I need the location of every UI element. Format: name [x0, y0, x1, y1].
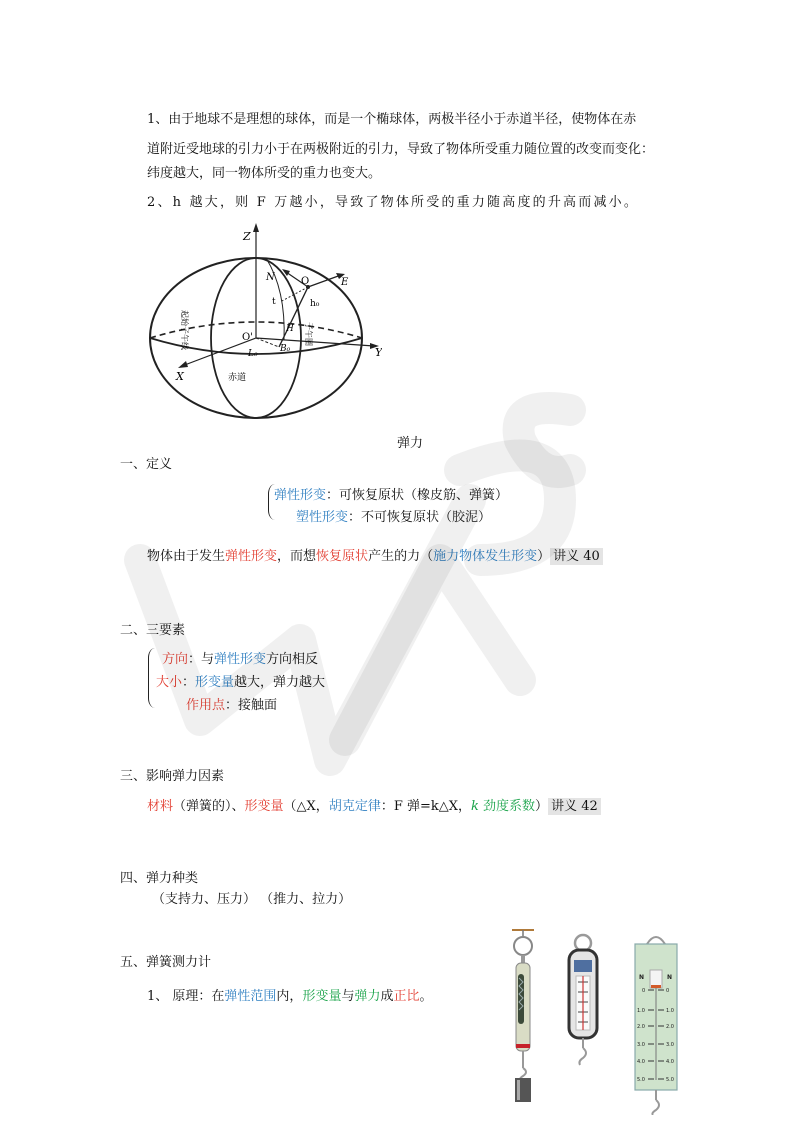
elastic-deformation-term: 弹性形变: [274, 488, 327, 503]
direction-term: 方向: [162, 652, 189, 667]
point-of-action-term: 作用点: [186, 698, 226, 713]
direction-text-a: ：与: [188, 652, 215, 667]
scale-tick-right-3: 3.0: [666, 1042, 674, 1048]
point-of-action-line: [186, 694, 277, 713]
def-text-a: 物体由于发生: [147, 549, 226, 564]
plastic-deformation-term: 塑性形变: [296, 510, 349, 525]
longitude-l0-label: L₀: [248, 349, 258, 359]
magnitude-deformation-term: 形变量: [195, 675, 235, 690]
three-elements-brace: [148, 648, 155, 708]
factors-line: [147, 795, 601, 814]
elastic-deformation-desc: ：可恢复原状（橡皮筋、弹簧）: [326, 488, 509, 503]
lecture-ref-42: 讲义 42: [548, 798, 601, 815]
height-h-label: H: [286, 324, 294, 334]
section-1-heading: 一、定义: [120, 457, 173, 472]
section-2-heading: 二、三要素: [120, 623, 186, 638]
proportional-term: 正比: [393, 989, 420, 1004]
principle-text-c: 内，: [276, 989, 303, 1004]
axis-z-label: Z: [243, 230, 251, 243]
scale-tick-left-3: 3.0: [637, 1042, 645, 1048]
direction-elastic-term: 弹性形变: [214, 652, 267, 667]
axis-x-label: X: [176, 370, 184, 383]
east-label: E: [341, 277, 349, 288]
material-term: 材料: [147, 799, 174, 814]
intro-paragraph-1-line-2: 道附近受地球的引力小于在两极附近的引力，导致了物体所受重力随位置的改变而变化：: [147, 142, 655, 157]
scale-tick-right-4: 4.0: [666, 1059, 674, 1065]
magnitude-term: 大小: [156, 675, 183, 690]
meridian-circle-label: 子午圈: [304, 322, 313, 346]
point-of-action-desc: ：接触面: [225, 698, 278, 713]
scale-tick-right-1: 1.0: [666, 1008, 674, 1014]
prime-meridian-label: 起始子午线: [180, 310, 189, 350]
latitude-b0-label: B₀: [280, 344, 291, 354]
principle-text-a: 1、 原理：在: [147, 989, 225, 1004]
elastic-force-definition: [147, 545, 603, 564]
height-h0-label: h₀: [310, 299, 320, 309]
t-label: t: [272, 297, 276, 307]
spring-scale-cylinder-image: [500, 928, 546, 1108]
hookes-law-term: 胡克定律: [328, 799, 381, 814]
intro-paragraph-1-line-1: 1、由于地球不是理想的球体，而是一个椭球体，两极半径小于赤道半径，使物体在赤: [147, 112, 637, 127]
magnitude-text-c: 越大，弹力越大: [234, 675, 326, 690]
scale-tick-right-0: 0: [666, 988, 670, 994]
def-restore-term: 恢复原状: [316, 549, 369, 564]
principle-deformation-term: 形变量: [302, 989, 342, 1004]
principle-force-term: 弹力: [354, 989, 381, 1004]
scale-tick-left-5: 5.0: [637, 1077, 645, 1083]
intro-paragraph-1-line-3: 纬度越大，同一物体所受的重力也变大。: [147, 166, 382, 181]
deformation-term: 形变量: [244, 799, 284, 814]
principle-text-e: 与: [341, 989, 355, 1004]
section-3-heading: 三、影响弹力因素: [120, 769, 225, 784]
section-5-heading: 五、弹簧测力计: [120, 955, 212, 970]
scale-tick-left-4: 4.0: [637, 1059, 645, 1065]
scale-right-unit: N: [667, 974, 673, 981]
plastic-deformation-line: [296, 506, 491, 525]
direction-text-c: 方向相反: [266, 652, 319, 667]
def-text-c: ，而想: [277, 549, 317, 564]
stiffness-term: 劲度系数: [478, 799, 536, 814]
magnitude-line: [156, 671, 325, 690]
factors-text-d: （△X，: [283, 799, 329, 814]
scale-tick-left-1: 1.0: [637, 1008, 645, 1014]
lecture-ref-40: 讲义 40: [550, 548, 603, 565]
scale-tick-right-2: 2.0: [666, 1024, 674, 1030]
principle-line: [147, 985, 433, 1004]
factors-text-i: ）: [535, 799, 549, 814]
scale-left-unit: N: [639, 974, 645, 981]
earth-ellipsoid-figure: [146, 220, 382, 424]
factors-formula: ：F 弹=k△X，: [380, 799, 472, 814]
elastic-deformation-line: [274, 484, 508, 503]
spring-scale-plate-image: [628, 930, 684, 1115]
north-label: N: [266, 272, 275, 283]
def-text-g: ）: [537, 549, 551, 564]
plastic-deformation-desc: ：不可恢复原状（胶泥）: [348, 510, 492, 525]
factors-text-b: （弹簧的）、: [173, 799, 245, 814]
force-types-line: （支持力、压力） （推力、拉力）: [152, 892, 352, 907]
section-4-heading: 四、弹力种类: [120, 871, 199, 886]
elastic-range-term: 弹性范围: [224, 989, 277, 1004]
def-elastic-term: 弹性形变: [225, 549, 278, 564]
def-applier-term: 施力物体发生形变: [433, 549, 538, 564]
direction-line: [162, 648, 318, 667]
principle-text-g: 成: [380, 989, 394, 1004]
equator-label: 赤道: [228, 373, 247, 383]
magnitude-text-a: ：: [182, 675, 196, 690]
def-text-e: 产生的力（: [368, 549, 434, 564]
point-o-label: O: [301, 276, 310, 287]
spring-scale-flat-image: [565, 932, 601, 1066]
center-o-label: O': [242, 332, 253, 343]
page-title: 弹力: [397, 436, 424, 451]
axis-y-label: Y: [375, 346, 382, 359]
intro-paragraph-2: 2、h 越大，则 F 万越小，导致了物体所受的重力随高度的升高而减小。: [147, 195, 640, 210]
scale-tick-left-0: 0: [642, 988, 646, 994]
scale-tick-left-2: 2.0: [637, 1024, 645, 1030]
principle-text-i: 。: [419, 989, 433, 1004]
scale-tick-right-5: 5.0: [666, 1077, 674, 1083]
k-symbol: k: [471, 799, 479, 814]
